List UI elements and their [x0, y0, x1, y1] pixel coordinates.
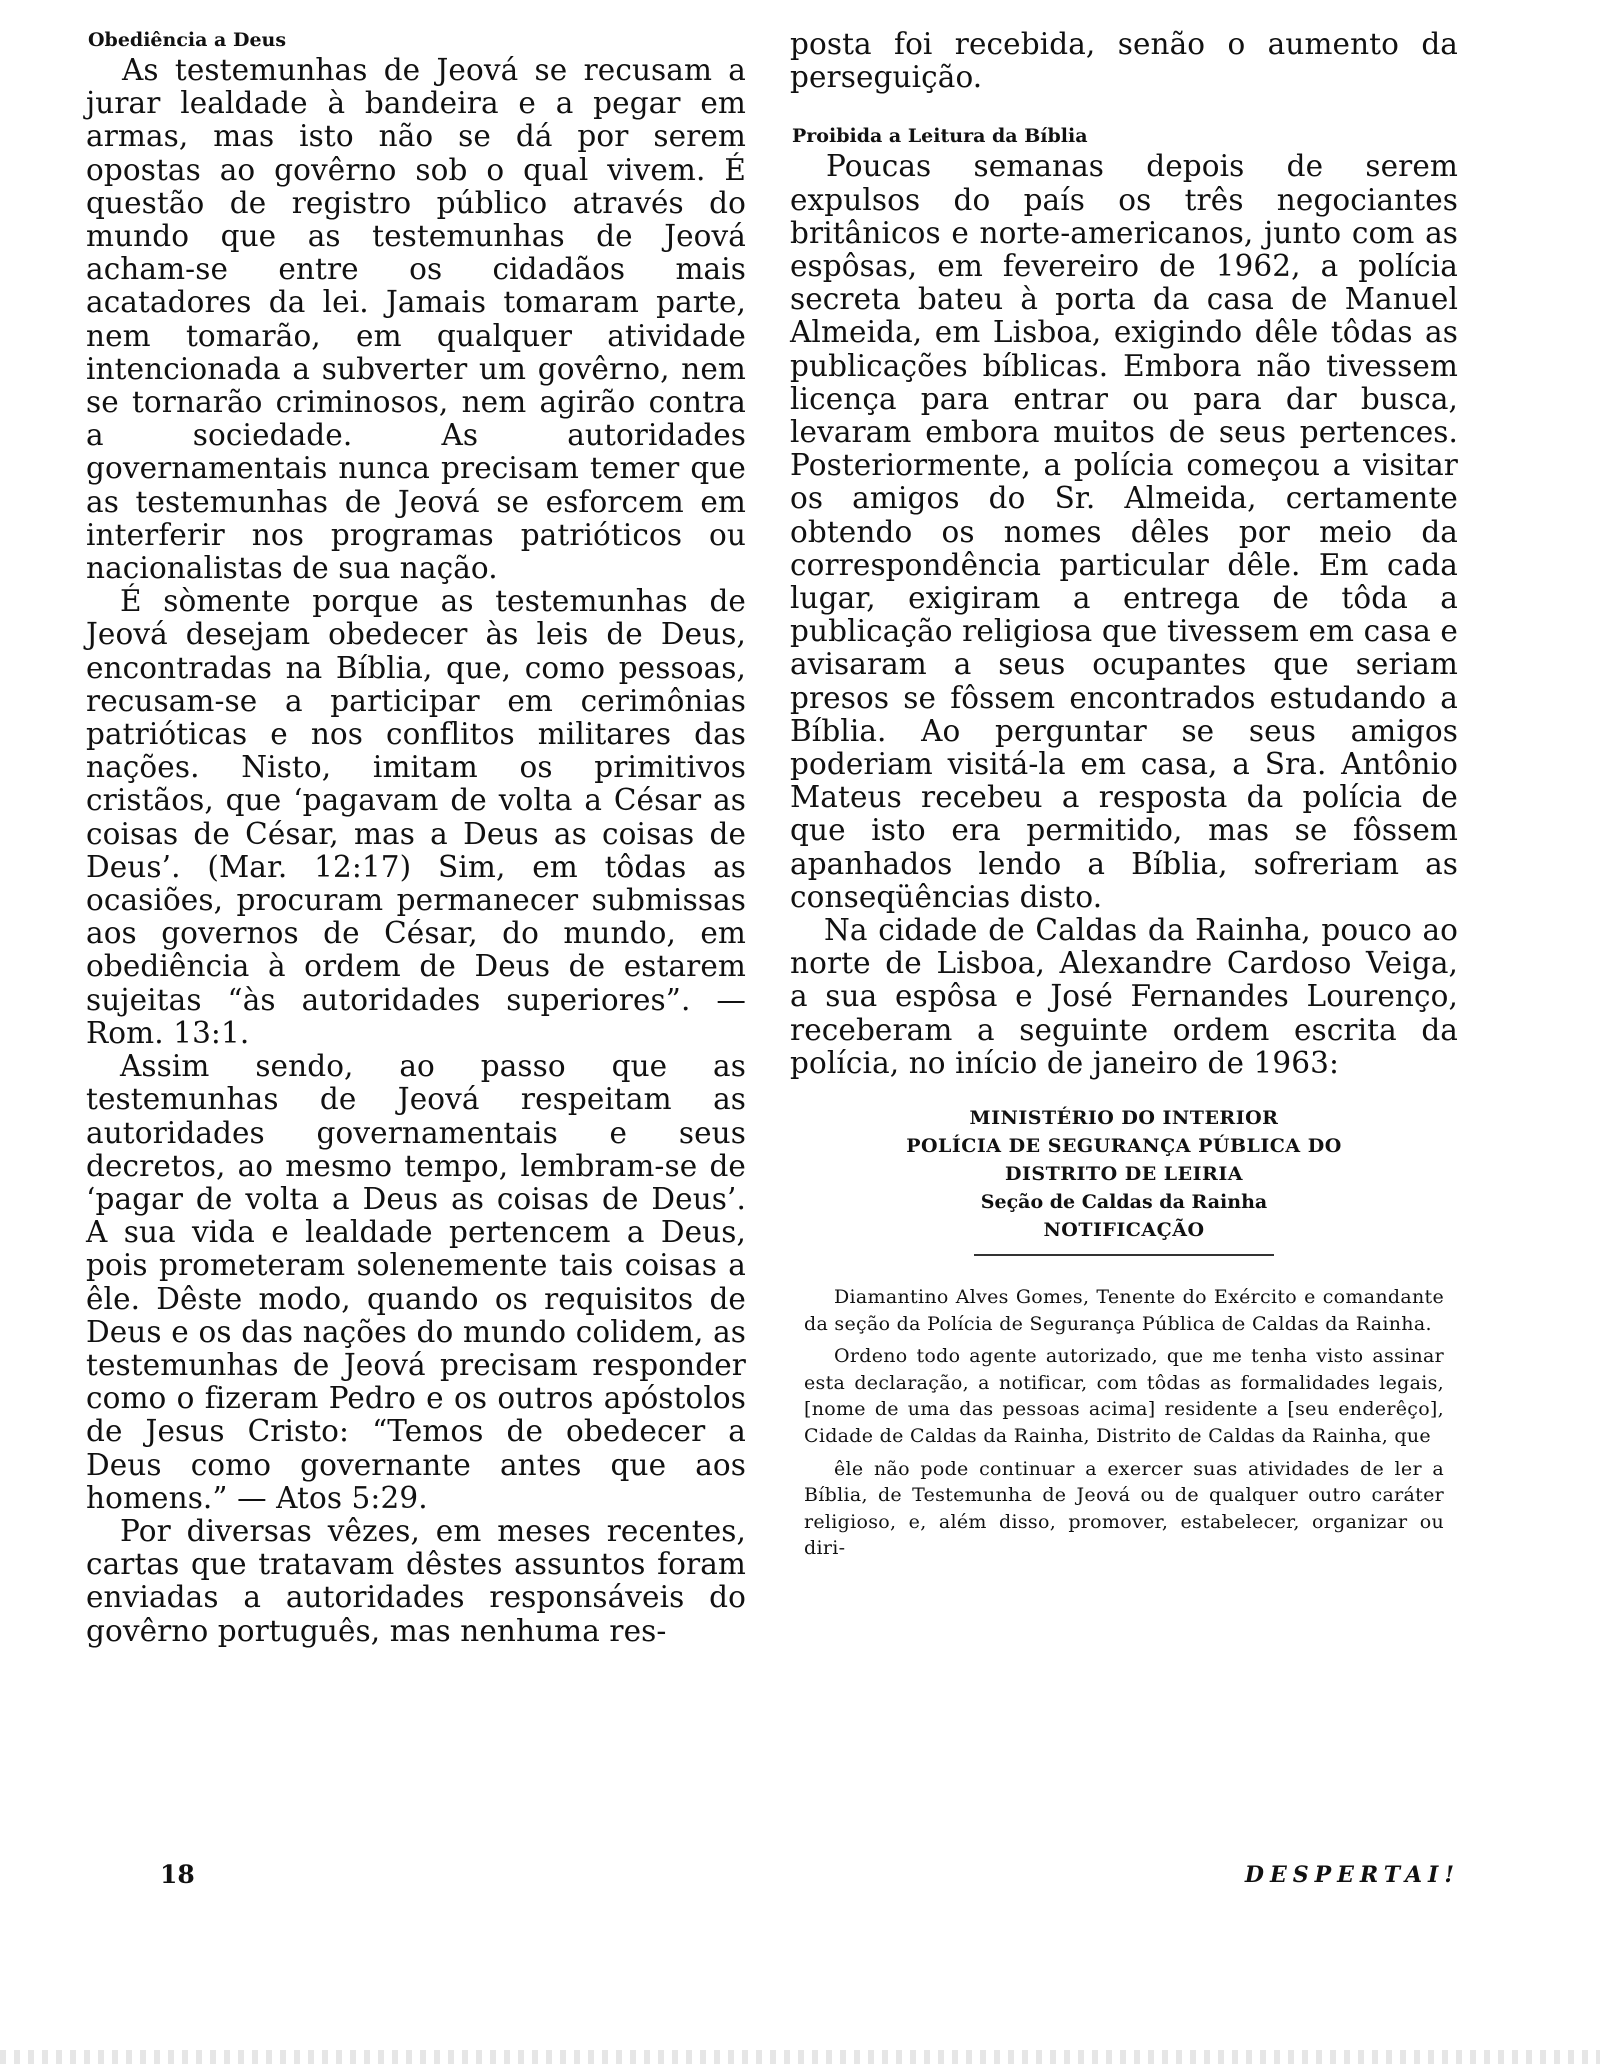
paragraph-continuation: posta foi recebida, senão o aumento da perseguição. — [790, 27, 1458, 95]
notice-paragraph: êle não pode continuar a exercer suas atividades de ler a Bíblia, de Testemunha de Jeová ou de qualquer outro caráter religioso, e, além disso, promover, estabelecer, organizar ou diri- — [804, 1457, 1444, 1560]
notice-police: POLÍCIA DE SEGURANÇA PÚBLICA DO — [906, 1135, 1342, 1158]
paragraph: Assim sendo, ao passo que as testemunhas de Jeová respeitam as autoridades governamentais e seus decretos, ao mesmo tempo, lembram-se de ‘pagar de volta a Deus as coisas de Deus’. A sua vida e lealdade pertencem a Deus, pois prometeram solenemente tais coisas a êle. Dêste modo, quando os requisitos de Deus e os das nações do mundo colidem, as testemunhas de Jeová precisam responder como o fizeram Pedro e os outros apóstolos de Jesus Cristo: “Temos de obedecer a Deus como governante antes que aos homens.” — Atos 5:29. — [86, 1049, 746, 1515]
right-column — [790, 28, 1458, 1562]
paragraph: Na cidade de Caldas da Rainha, pouco ao norte de Lisboa, Alexandre Cardoso Veiga, a sua espôsa e José Fernandes Lourenço, receberam a seguinte ordem escrita da polícia, no início de janeiro de 1963: — [790, 913, 1458, 1080]
spacer — [790, 94, 1458, 124]
notice-section: Seção de Caldas da Rainha — [980, 1191, 1268, 1214]
paragraph: Por diversas vêzes, em meses recentes, cartas que tratavam dêstes assuntos foram enviadas a autoridades responsáveis do govêrno português, mas nenhuma res- — [86, 1513, 746, 1648]
scan-edge-artifact — [0, 2050, 1600, 2064]
page-number: 18 — [160, 1860, 195, 1889]
notice-divider — [974, 1254, 1274, 1256]
paragraph: As testemunhas de Jeová se recusam a jurar lealdade à bandeira e a pegar em armas, mas isto não se dá por serem opostas ao govêrno sob o qual vivem. É questão de registro público através do mundo que as testemunhas de Jeová acham-se entre os cidadãos mais acatadores da lei. Jamais tomaram parte, nem tomarão, em qualquer atividade intencionada a subverter um govêrno, nem se tornarão criminosos, nem agirão contra a sociedade. As autoridades governamentais nunca precisam temer que as testemunhas de Jeová se esforcem em interferir nos programas patrióticos ou nacionalistas de sua nação. — [86, 53, 746, 586]
notice-paragraph: Ordeno todo agente autorizado, que me tenha visto assinar esta declaração, a notificar, com tôdas as formalidades legais, [nome de uma das pessoas acima] residente a [seu enderêço], Cidade de Caldas da Rainha, Distrito de Caldas da Rainha, que — [804, 1345, 1444, 1448]
magazine-title: DESPERTAI! — [1244, 1862, 1460, 1888]
notice-heading — [804, 1104, 1444, 1244]
section-heading-obedience: Obediência a Deus — [88, 29, 287, 51]
paragraph: Poucas semanas depois de serem expulsos do país os três negociantes britânicos e norte-americanos, junto com as espôsas, em fevereiro de 1962, a polícia secreta bateu à porta da casa de Manuel Almeida, em Lisboa, exigindo dêle tôdas as publicações bíblicas. Embora não tivessem licença para entrar ou para dar busca, levaram embora muitos de seus pertences. Posteriormente, a polícia começou a visitar os amigos do Sr. Almeida, certamente obtendo os nomes dêles por meio da correspondência particular dêle. Em cada lugar, exigiram a entrega de tôda a publicação religiosa que tivessem em casa e avisaram a seus ocupantes que seriam presos se fôssem encontrados estudando a Bíblia. Ao perguntar se seus amigos poderiam visitá-la em casa, a Sra. Antônio Mateus recebeu a resposta da polícia de que isto era permitido, mas se fôssem apanhados lendo a Bíblia, sofreriam as conseqüências disto. — [790, 149, 1458, 914]
paragraph: É sòmente porque as testemunhas de Jeová desejam obedecer às leis de Deus, encontradas na Bíblia, que, como pessoas, recusam-se a participar em cerimônias patrióticas e nos conflitos militares das nações. Nisto, imitam os primitivos cristãos, que ‘pagavam de volta a César as coisas de César, mas a Deus as coisas de Deus’. (Mar. 12:17) Sim, em tôdas as ocasiões, procuram permanecer submissas aos governos de César, do mundo, em obediência à ordem de Deus de estarem sujeitas “às autoridades superiores”. — Rom. 13:1. — [86, 584, 746, 1050]
notice-ministry: MINISTÉRIO DO INTERIOR — [969, 1107, 1279, 1130]
notice-paragraph: Diamantino Alves Gomes, Tenente do Exército e comandante da seção da Polícia de Segurança Pública de Caldas da Rainha. — [804, 1286, 1444, 1335]
left-column — [86, 28, 746, 1648]
notice-body — [804, 1284, 1444, 1562]
notice-title: NOTIFICAÇÃO — [1043, 1219, 1205, 1242]
notice-district: DISTRITO DE LEIRIA — [1005, 1163, 1243, 1186]
police-notice — [790, 1104, 1458, 1562]
section-heading-bible-reading-forbidden: Proibida a Leitura da Bíblia — [792, 125, 1088, 148]
